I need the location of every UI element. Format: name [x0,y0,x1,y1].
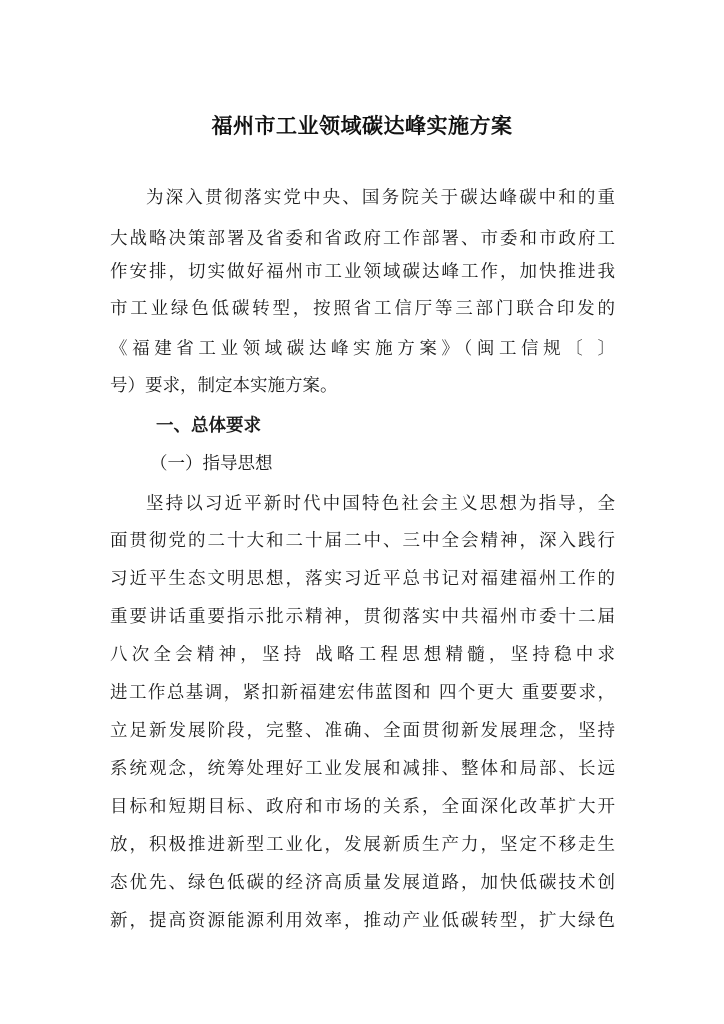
paragraph-line: 《福建省工业领域碳达峰实施方案》（闽工信规〔 〕 [110,339,615,359]
section-heading: 一、总体要求 [156,416,261,436]
paragraph-line: 面贯彻党的二十大和二十届二中、三中全会精神，深入践行 [110,531,615,551]
paragraph-line: 为深入贯彻落实党中央、国务院关于碳达峰碳中和的重 [146,188,615,208]
paragraph-line: 进工作总基调，紧扣新福建宏伟蓝图和 四个更大 重要要求， [110,683,615,703]
paragraph-line: 系统观念，统筹处理好工业发展和减排、整体和局部、长远 [110,759,615,779]
paragraph-line: 放，积极推进新型工业化，发展新质生产力，坚定不移走生 [110,835,615,855]
paragraph-line: 大战略决策部署及省委和省政府工作部署、市委和市政府工 [110,229,615,249]
paragraph-line: 重要讲话重要指示批示精神，贯彻落实中共福州市委十二届 [110,607,615,627]
paragraph-line: 习近平生态文明思想，落实习近平总书记对福建福州工作的 [110,569,615,589]
subsection-heading: （一）指导思想 [150,454,273,474]
paragraph-line: 号）要求，制定本实施方案。 [110,376,338,396]
paragraph-line: 市工业绿色低碳转型，按照省工信厅等三部门联合印发的 [110,299,615,319]
document-title: 福州市工业领域碳达峰实施方案 [211,113,513,138]
paragraph-line: 八次全会精神，坚持 战略工程思想精髓，坚持稳中求 [110,645,615,665]
paragraph-line: 作安排，切实做好福州市工业领域碳达峰工作，加快推进我 [110,262,615,282]
paragraph-line: 目标和短期目标、政府和市场的关系，全面深化改革扩大开 [110,797,615,817]
paragraph-line: 坚持以习近平新时代中国特色社会主义思想为指导，全 [146,494,615,514]
paragraph-line: 新，提高资源能源利用效率，推动产业低碳转型，扩大绿色 [110,911,615,931]
paragraph-line: 立足新发展阶段，完整、准确、全面贯彻新发展理念，坚持 [110,721,615,741]
paragraph-line: 态优先、绿色低碳的经济高质量发展道路，加快低碳技术创 [110,873,615,893]
